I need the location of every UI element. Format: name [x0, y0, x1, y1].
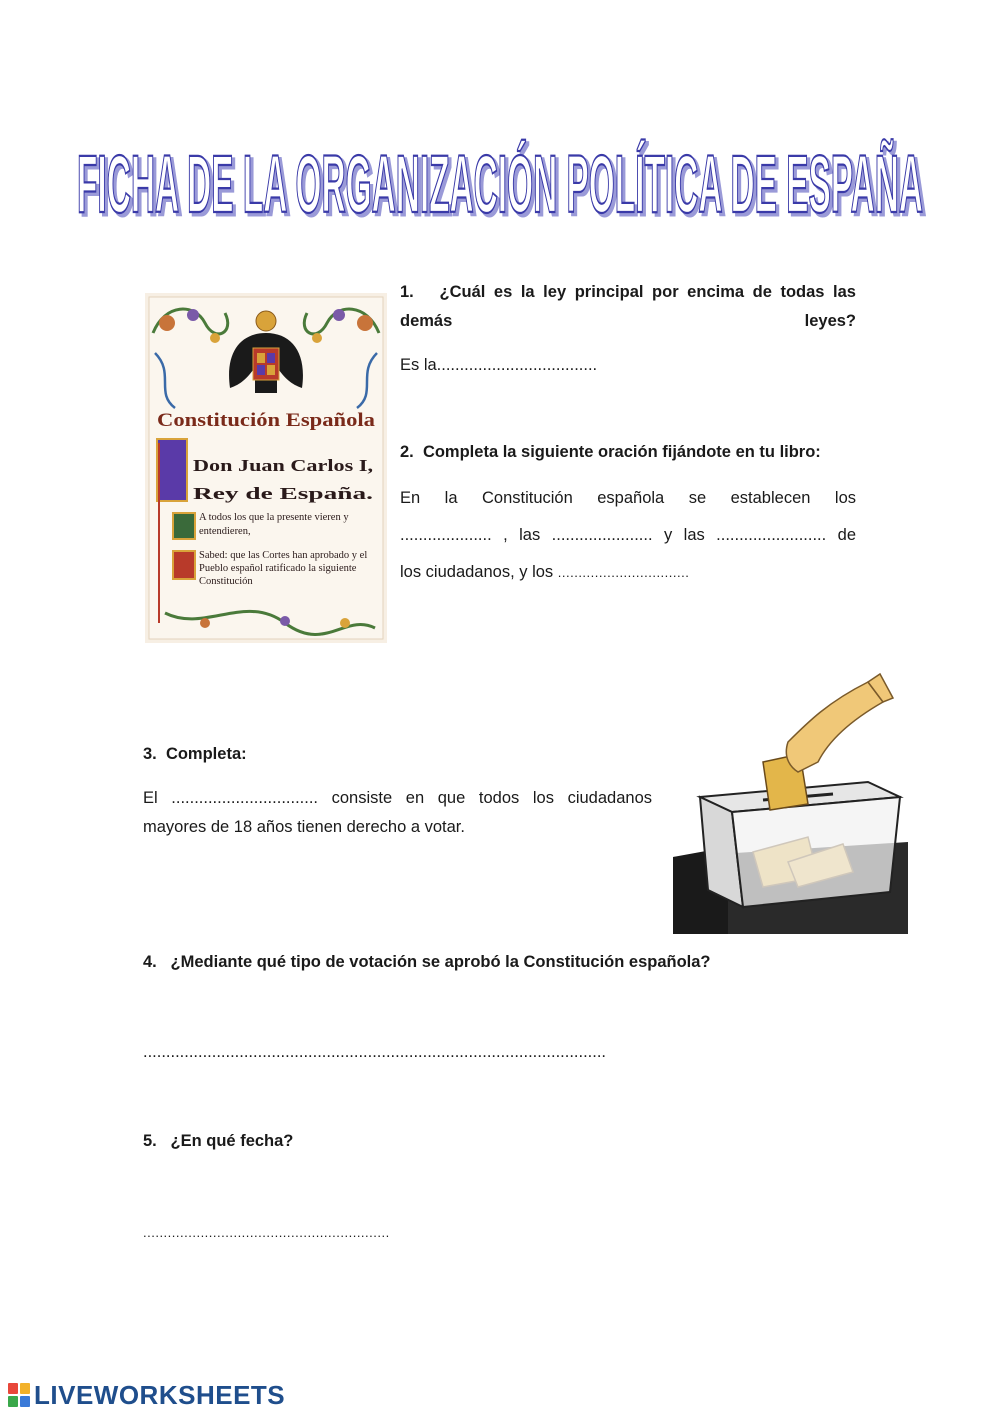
question-1-answer[interactable]: Es la................................... [400, 356, 598, 374]
constitution-illustration [145, 293, 387, 643]
liveworksheets-logo-icon [8, 1383, 30, 1407]
question-1-text: ¿Cuál es la ley principal por encima de todas las demás leyes? [400, 283, 856, 330]
question-2-line-3-blank[interactable]: ................................ [557, 565, 690, 580]
ballot-box-illustration [668, 672, 913, 934]
page-title [60, 128, 940, 228]
question-2-line-3[interactable] [400, 558, 856, 587]
question-2-line-2[interactable]: .................... , las ...................... y las ........................ de [400, 526, 856, 544]
question-5-number: 5. [143, 1132, 157, 1150]
question-2-number: 2. [400, 443, 414, 461]
question-4-answer[interactable]: ..................................................................................................... [143, 1043, 607, 1061]
constitution-king-line: Don Juan Carlos I, [193, 456, 373, 475]
question-3-line-2: mayores de 18 años tienen derecho a votar. [143, 818, 465, 836]
question-3-line-1[interactable]: El ................................ consiste en que todos los ciudadanos [143, 789, 652, 807]
question-5-answer[interactable]: ............................................................ [143, 1225, 390, 1240]
page-title-text: FICHA DE LA ORGANIZACIÓN POLÍTICA DE ESPAÑA [77, 139, 923, 228]
liveworksheets-logo-text: LIVEWORKSHEETS [34, 1379, 286, 1410]
question-3-number: 3. [143, 745, 157, 763]
question-3-text: Completa: [165, 745, 247, 763]
constitution-preamble-2: Sabed: que las Cortes han aprobado y el Pueblo español ratificado la siguiente Constitución [199, 550, 368, 587]
question-1-number: 1. [400, 283, 414, 301]
question-4-number: 4. [143, 953, 157, 971]
constitution-rey-line: Rey de España. [193, 484, 373, 503]
question-5-text: ¿En qué fecha? [170, 1132, 294, 1150]
constitution-preamble-1: A todos los que la presente vieren y entendieren, [199, 512, 349, 537]
constitution-heading: Constitución Española [157, 410, 376, 431]
question-3 [143, 740, 543, 769]
question-1 [400, 278, 856, 336]
question-2-line-3-text: los ciudadanos, y los [400, 563, 558, 581]
question-2-line-1: En la Constitución española se establecen los [400, 489, 856, 507]
question-5 [143, 1127, 543, 1156]
page-title-shadow: FICHA DE LA ORGANIZACIÓN POLÍTICA DE ESPAÑA [80, 142, 926, 228]
question-4 [143, 948, 863, 977]
question-2 [400, 438, 870, 467]
question-4-text: ¿Mediante qué tipo de votación se aprobó la Constitución española? [170, 953, 711, 971]
question-2-text: Completa la siguiente oración fijándote en tu libro: [422, 443, 821, 461]
liveworksheets-logo[interactable] [8, 1380, 285, 1410]
